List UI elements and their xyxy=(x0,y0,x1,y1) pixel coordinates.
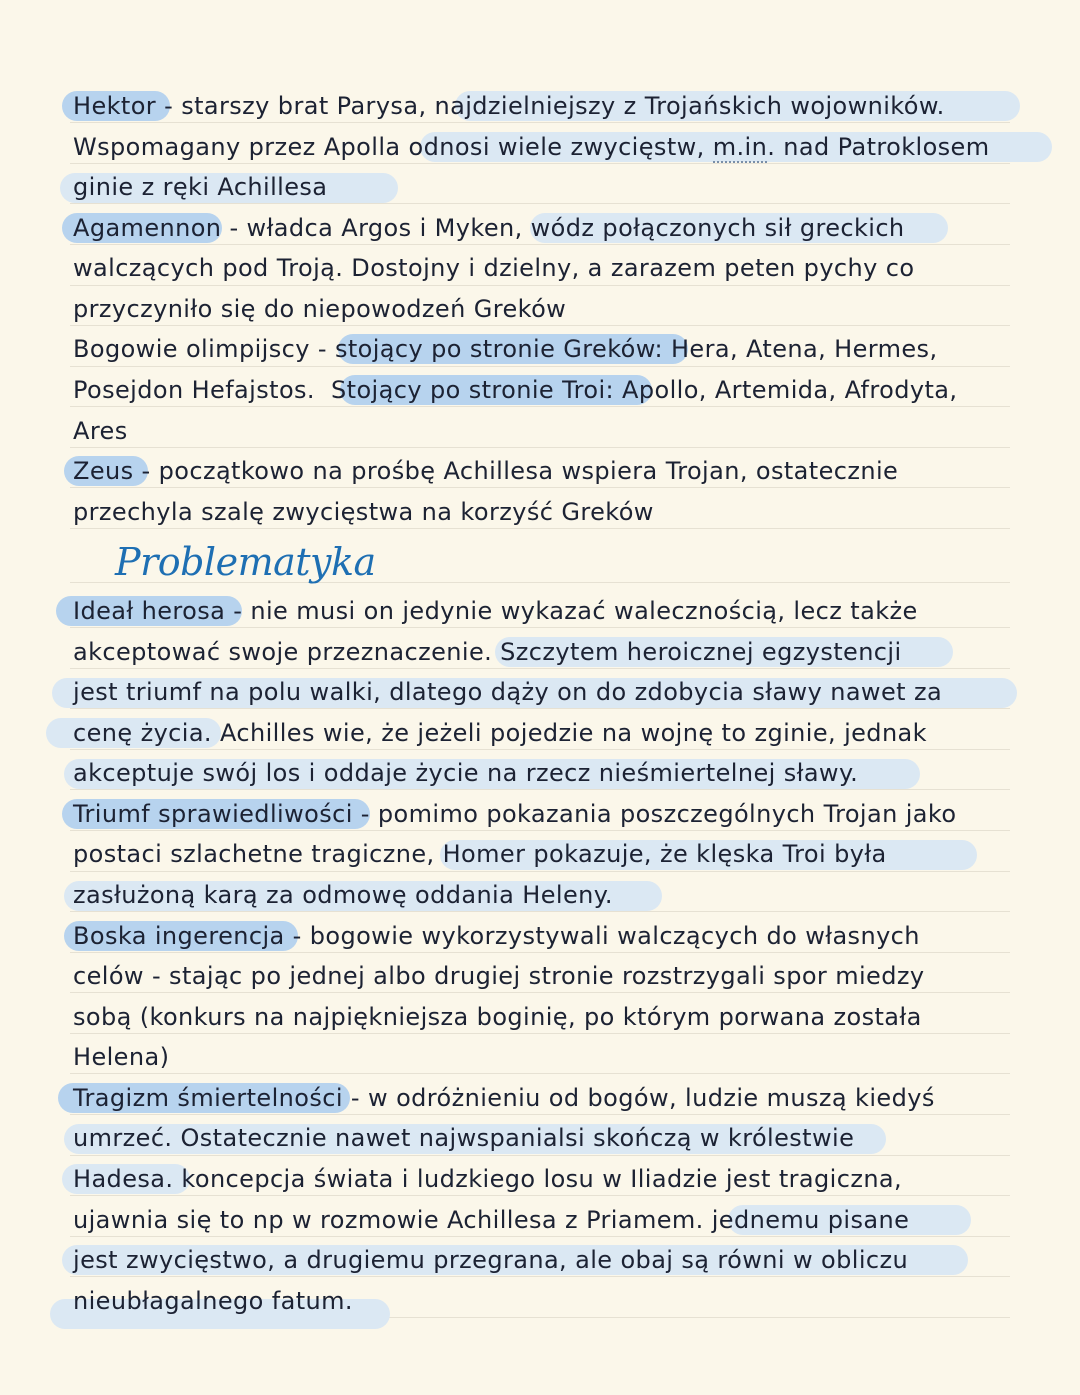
ruled-line xyxy=(70,447,1010,448)
abbreviation: m.in xyxy=(712,133,768,161)
text-line: nieubłagalnego fatum. xyxy=(73,1287,353,1315)
text-line: Posejdon Hefajstos. Stojący po stronie Troi: Apollo, Artemida, Afrodyta, xyxy=(73,376,958,404)
text-line: celów - stając po jednej albo drugiej stronie rozstrzygali spor miedzy xyxy=(73,962,925,990)
text-line: Agamennon - władca Argos i Myken, wódz połączonych sił greckich xyxy=(73,214,905,242)
text-line: jest zwycięstwo, a drugiemu przegrana, ale obaj są równi w obliczu xyxy=(73,1246,909,1274)
text-line: Tragizm śmiertelności - w odróżnieniu od bogów, ludzie muszą kiedyś xyxy=(73,1084,935,1112)
text-line: jest triumf na polu walki, dlatego dąży on do zdobycia sławy nawet za xyxy=(73,678,943,706)
text-line xyxy=(73,127,990,167)
text-line: akceptować swoje przeznaczenie. Szczytem heroicznej egzystencji xyxy=(73,638,902,666)
text-line: Boska ingerencja - bogowie wykorzystywali walczących do własnych xyxy=(73,922,920,950)
ruled-line xyxy=(70,1073,1010,1074)
text-line: Zeus - początkowo na prośbę Achillesa wspiera Trojan, ostatecznie xyxy=(73,457,899,485)
text-line: akceptuje swój los i oddaje życie na rzecz nieśmiertelnej sławy. xyxy=(73,759,859,787)
text-segment: Wspomagany przez Apolla odnosi wiele zwycięstw, m.in. nad Patroklosem xyxy=(73,133,990,161)
text-line: Hektor - starszy brat Parysa, najdzielniejszy z Trojańskich wojowników. xyxy=(73,92,945,120)
text-line: Ares xyxy=(73,417,128,445)
text-line: sobą (konkurs na najpiękniejsza boginię, po którym porwana została xyxy=(73,1003,922,1031)
text-line: zasłużoną karą za odmowę oddania Heleny. xyxy=(73,881,613,909)
text-line: Ideał herosa - nie musi on jedynie wykazać walecznością, lecz także xyxy=(73,597,918,625)
text-line: Triumf sprawiedliwości - pomimo pokazania poszczególnych Trojan jako xyxy=(73,800,957,828)
text-line: walczących pod Troją. Dostojny i dzielny, a zarazem peten pychy co xyxy=(73,254,915,282)
text-line: cenę życia. Achilles wie, że jeżeli pojedzie na wojnę to zginie, jednak xyxy=(73,719,927,747)
text-line: Helena) xyxy=(73,1043,170,1071)
text-line: umrzeć. Ostatecznie nawet najwspanialsi skończą w królestwie xyxy=(73,1124,855,1152)
text-line: Bogowie olimpijscy - stojący po stronie Greków: Hera, Atena, Hermes, xyxy=(73,335,938,363)
section-heading: Problematyka xyxy=(115,540,376,584)
text-line: postaci szlachetne tragiczne, Homer pokazuje, że klęska Troi była xyxy=(73,840,887,868)
text-line: ujawnia się to np w rozmowie Achillesa z Priamem. jednemu pisane xyxy=(73,1206,910,1234)
text-line: przyczyniło się do niepowodzeń Greków xyxy=(73,295,567,323)
text-line: ginie z ręki Achillesa xyxy=(73,173,328,201)
text-line: Hadesa. koncepcja świata i ludzkiego losu w Iliadzie jest tragiczna, xyxy=(73,1165,903,1193)
text-line: przechyla szalę zwycięstwa na korzyść Greków xyxy=(73,498,654,526)
